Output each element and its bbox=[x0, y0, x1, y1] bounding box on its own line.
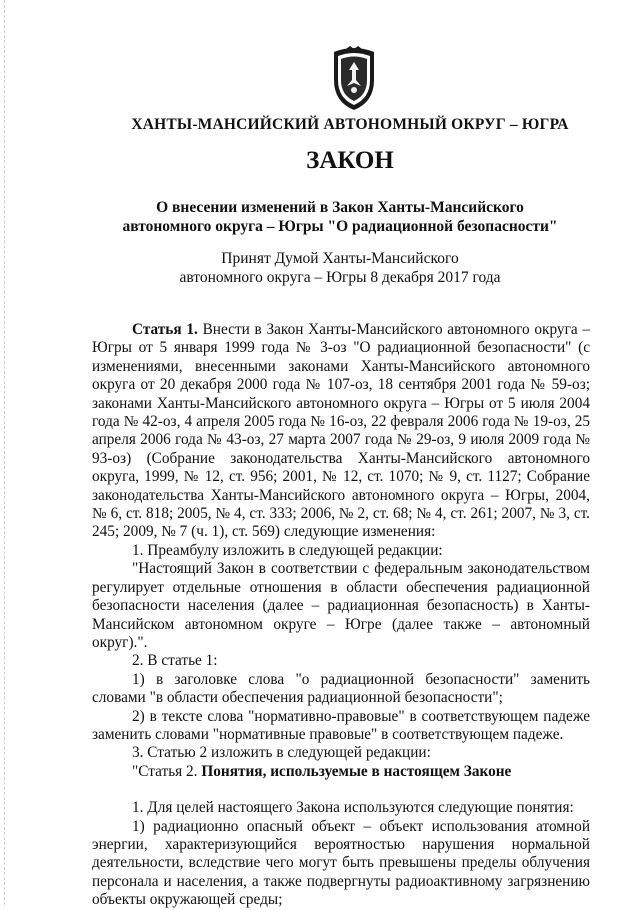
article-1-label: Статья 1. bbox=[132, 321, 198, 338]
item-1: 1. Преамбулу изложить в следующей редакции: bbox=[132, 541, 443, 559]
article-1-paragraph bbox=[92, 321, 590, 542]
adoption-line-2: автономного округа – Югры 8 декабря 2017 года bbox=[179, 269, 501, 286]
coat-of-arms-emblem bbox=[328, 46, 380, 112]
item-3: 3. Статью 2 изложить в следующей редакции: bbox=[132, 744, 431, 762]
article-1-text: Внести в Закон Ханты-Мансийского автономного округа – Югры от 5 января 1999 года № 3-оз "О радиационной безопасности" (с изменениями, внесенными законами Ханты-Мансийского автономного округа от 20 декабря 2000 года № 107-оз, 18 сентября 2001 года № 59-оз; законами Ханты-Мансийского автономного округа – Югры от 5 июля 2004 года № 42-оз, 4 апреля 2005 года № 16-оз, 22 февраля 2006 года № 19-оз, 25 апреля 2006 года № 43-оз, 27 марта 2007 года № 29-оз, 9 июля 2009 года № 93-оз) (Собрание законодательства Ханты-Мансийского автономного округа, 1999, № 12, ст. 956; 2001, № 12, ст. 1070; № 9, ст. 1127; Собрание законодательства Ханты-Мансийского автономного округа – Югры, 2004, № 6, ст. 818; 2005, № 4, ст. 333; 2006, № 2, ст. 68; № 4, ст. 261; 2007, № 3, ст. 245; 2009, № 7 (ч. 1), ст. 569) следующие изменения: bbox=[92, 321, 590, 541]
item-1-quote: "Настоящий Закон в соответствии с федеральным законодательством регулирует отдельные отношения в области обеспечения радиационной безопасности населения (далее – радиационная безопасность) в Ханты-Мансийском автономном округе – Югре (далее также – автономный округ).". bbox=[92, 560, 590, 651]
law-title: ЗАКОН bbox=[306, 147, 394, 174]
scan-edge-line bbox=[4, 0, 5, 905]
law-body bbox=[92, 321, 590, 910]
definitions-intro: 1. Для целей настоящего Закона используются следующие понятия: bbox=[132, 799, 574, 817]
item-2-subitem-1: 1) в заголовке слова "о радиационной безопасности" заменить словами "в области обеспечения радиационной безопасности"; bbox=[92, 670, 590, 707]
article-2-prefix: "Статья 2. bbox=[132, 762, 202, 780]
subtitle-line-1: О внесении изменений в Закон Ханты-Мансийского bbox=[156, 199, 524, 216]
subtitle-line-2: автономного округа – Югры "О радиационной безопасности" bbox=[122, 218, 558, 235]
law-subtitle bbox=[100, 198, 580, 236]
adoption-line-1: Принят Думой Ханты-Мансийского bbox=[221, 250, 459, 267]
item-2-subitem-2: 2) в тексте слова "нормативно-правовые" в соответствующем падеже заменить словами "нормативные правовые" в соответствующем падеже. bbox=[92, 707, 590, 743]
article-2-title: Понятия, используемые в настоящем Законе bbox=[201, 762, 512, 780]
item-2: 2. В статье 1: bbox=[132, 652, 218, 670]
article-2-heading bbox=[92, 763, 590, 781]
adoption-note bbox=[100, 249, 580, 287]
region-heading: ХАНТЫ-МАНСИЙСКИЙ АВТОНОМНЫЙ ОКРУГ – ЮГРА bbox=[131, 116, 569, 133]
definition-1: 1) радиационно опасный объект – объект использования атомной энергии, характеризующийся вероятностью нарушения нормальной деятельности, вследствие чего могут быть превышены пределы облучения персонала и населения, а также подвергнуты радиоактивному загрязнению объекты окружающей среды; bbox=[92, 817, 590, 909]
